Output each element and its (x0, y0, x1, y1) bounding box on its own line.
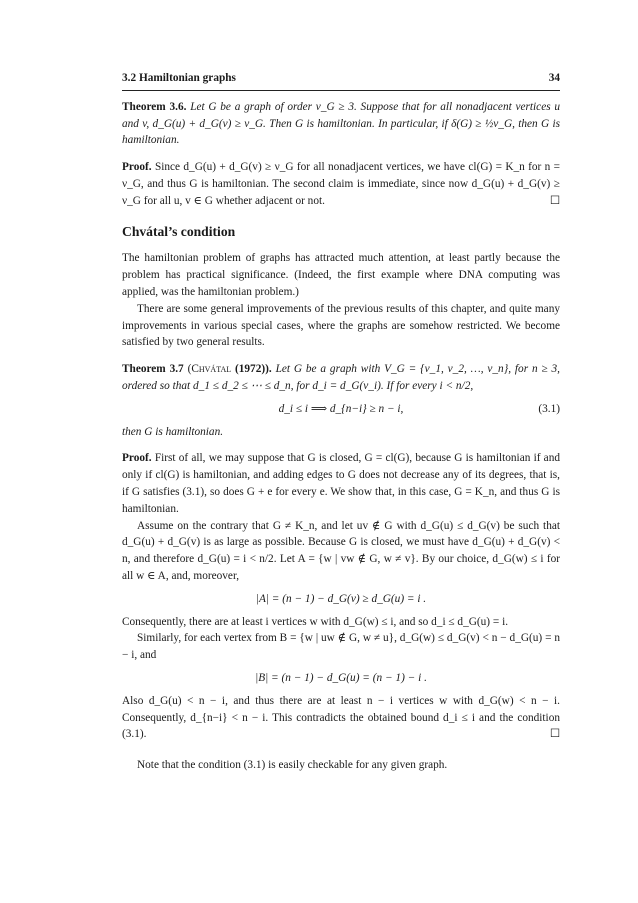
display-equation (122, 670, 560, 687)
proof-label: Proof. (122, 452, 152, 465)
qed-symbol: ☐ (549, 728, 560, 741)
running-head (122, 70, 560, 91)
proof-text: Also d_G(u) < n − i, and thus there are at least n − i vertices w with d_G(w) < n − i. Consequently, d_{n−i} < n − i. This contradicts the obtained bound d_i ≤ i and the condition (3.1). (122, 694, 560, 741)
proof-3-7 (122, 450, 560, 517)
paragraph: There are some general improvements of the previous results of this chapter, and quite many improvements in various special cases, where the graphs are somehow restricted. We become satisfied by two general results. (122, 302, 560, 349)
display-equation (122, 401, 560, 418)
theorem-3-6 (122, 99, 560, 149)
theorem-year: (1972)). (234, 363, 272, 376)
qed-symbol: ☐ (549, 194, 560, 207)
proof-text: First of all, we may suppose that G is closed, G = cl(G), because G is hamiltonian if and only if cl(G) is hamiltonian, and adding edges to G does not decrease any of its degrees, that is, if G satisfies (3.1), so does G + e for every e. We show that, in this case, G = K_n, and thus G is hamiltonian. (122, 452, 560, 515)
theorem-label: Theorem 3.6. (122, 100, 187, 113)
proof-3-6 (122, 159, 560, 209)
equation: |B| = (n − 1) − d_G(u) = (n − 1) − i . (255, 671, 427, 684)
proof-label: Proof. (122, 161, 152, 174)
paragraph: The hamiltonian problem of graphs has attracted much attention, at least partly because the problem has practical significance. (Indeed, the first example where DNA computing was applied, was the hamiltonian problem.) (122, 252, 560, 298)
proof-text: Since d_G(u) + d_G(v) ≥ ν_G for all nonadjacent vertices, we have cl(G) = K_n for n = ν_G, and thus G is hamiltonian. The second claim is immediate, since now d_G(u) + d_G(v) ≥ ν_G for all u, v ∈ G whether adjacent or not. (122, 161, 560, 207)
proof-paragraph: Assume on the contrary that G ≠ K_n, and let uv ∉ G with d_G(u) ≤ d_G(v) be such that d_G(u) + d_G(v) is as large as possible. Because G is closed, we must have d_G(u) + d_G(v) < n, and therefore d_G(u) = i < n/2. Let A = {w | vw ∉ G, w ≠ v}. By our choice, d_G(w) ≤ i for all w ∈ A, and, moreover, (122, 519, 560, 582)
equation: |A| = (n − 1) − d_G(v) ≥ d_G(u) = i . (255, 592, 427, 605)
theorem-conclusion: then G is hamiltonian. (122, 425, 224, 438)
theorem-label: Theorem 3.7 (122, 363, 184, 376)
proof-paragraph: Similarly, for each vertex from B = {w | uw ∉ G, w ≠ u}, d_G(w) ≤ d_G(v) < n − d_G(u) = n − i, and (122, 632, 560, 662)
closing-paragraph: Note that the condition (3.1) is easily checkable for any given graph. (137, 759, 448, 772)
display-equation (122, 591, 560, 608)
equation-number: (3.1) (538, 402, 560, 415)
page-number: 34 (548, 72, 560, 84)
proof-paragraph: Consequently, there are at least i vertices w with d_G(w) ≤ i, and so d_i ≤ d_G(u) = i. (122, 615, 509, 628)
running-head-section: 3.2 Hamiltonian graphs (122, 72, 236, 84)
page (122, 70, 560, 774)
theorem-text: Let G be a graph of order ν_G ≥ 3. Suppose that for all nonadjacent vertices u and v, d_G(u) + d_G(v) ≥ ν_G. Then G is hamiltonian. In particular, if δ(G) ≥ ½ν_G, then G is hamiltonian. (122, 100, 561, 147)
equation: d_i ≤ i ⟹ d_{n−i} ≥ n − i, (278, 402, 404, 415)
section-title: Chvátal’s condition (122, 223, 236, 239)
theorem-3-7: Theorem 3.7 (Chvátal (1972)). Let G be a graph with V_G = {v_1, v_2, …, v_n}, for n ≥ 3, ordered so that d_1 ≤ d_2 ≤ ⋯ ≤ d_n, for d_i = d_G(v_i). If for every i < n/2, (122, 363, 560, 392)
theorem-text: Let G be a graph with V_G = {v_1, v_2, …, v_n}, for n ≥ 3, ordered so that d_1 ≤ d_2 ≤ ⋯ ≤ d_n, for d_i = d_G(v_i). If for every i < n/2, (122, 363, 560, 392)
proof-paragraph (122, 693, 560, 743)
theorem-author: Chvátal (191, 363, 232, 376)
